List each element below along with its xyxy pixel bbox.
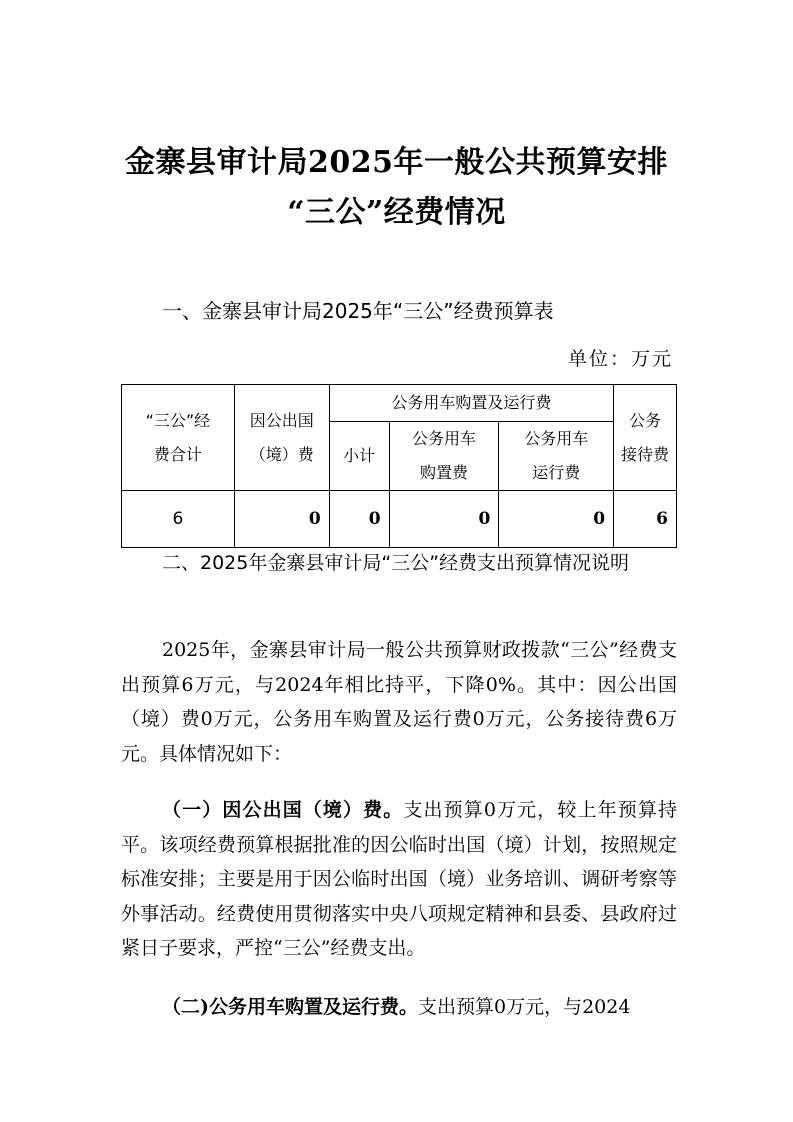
- table-header-row-1: [122, 385, 677, 422]
- item2-body: 支出预算0万元，与2024: [418, 996, 631, 1018]
- header-abroad-line1: 因公出国: [249, 410, 314, 430]
- header-operation-line2: 运行费: [532, 463, 581, 482]
- cell-subtotal: 0: [329, 491, 389, 548]
- header-abroad: [234, 385, 329, 491]
- section2-heading: 二、2025年金寨县审计局“三公”经费支出预算情况说明: [162, 552, 630, 574]
- header-total-line1: “三公”经: [145, 410, 211, 430]
- cell-reception: 6: [614, 491, 677, 548]
- cell-operation: 0: [499, 491, 614, 548]
- cell-purchase: 0: [389, 491, 499, 548]
- paragraph-vehicle: [121, 990, 677, 1025]
- header-total-line2: 费合计: [153, 444, 202, 464]
- cell-total: 6: [122, 491, 235, 548]
- document-title-line2: “三公”经费情况: [287, 195, 506, 230]
- unit-label: 单位：万元: [567, 348, 673, 370]
- header-reception-line1: 公务: [629, 410, 662, 430]
- budget-table: [121, 384, 677, 548]
- header-abroad-line2: （境）费: [249, 444, 314, 464]
- item2-title: （二)公务用车购置及运行费。: [162, 996, 418, 1018]
- header-reception: [614, 385, 677, 491]
- header-operation: [499, 422, 614, 491]
- table-data-row: [122, 491, 677, 548]
- header-purchase-line1: 公务用车: [411, 429, 476, 448]
- item1-title: （一）因公出国（境）费。: [162, 799, 404, 821]
- document-title-line1: 金寨县审计局2025年一般公共预算安排: [125, 145, 668, 180]
- cell-abroad: 0: [234, 491, 329, 548]
- paragraph-summary: 2025年，金寨县审计局一般公共预算财政拨款“三公”经费支出预算6万元，与2024年相比持平，下降0%。其中：因公出国（境）费0万元，公务用车购置及运行费0万元，公务接待费6万元。具体情况如下：: [121, 639, 677, 765]
- header-vehicle-group: 公务用车购置及运行费: [329, 385, 613, 422]
- header-operation-line1: 公务用车: [524, 429, 589, 448]
- header-purchase: [389, 422, 499, 491]
- section1-heading: 一、金寨县审计局2025年“三公”经费预算表: [162, 299, 554, 323]
- paragraph-abroad: [121, 793, 677, 966]
- header-purchase-line2: 购置费: [419, 463, 468, 482]
- header-subtotal: 小计: [329, 422, 389, 491]
- item1-body: 支出预算0万元，较上年预算持平。该项经费预算根据批准的因公临时出国（境）计划，按照规定标准安排；主要是用于因公临时出国（境）业务培训、调研考察等外事活动。经费使用贯彻落实中央八项规定精神和县委、县政府过紧日子要求，严控“三公”经费支出。: [121, 799, 677, 959]
- header-reception-line2: 接待费: [621, 444, 670, 464]
- header-total: [122, 385, 235, 491]
